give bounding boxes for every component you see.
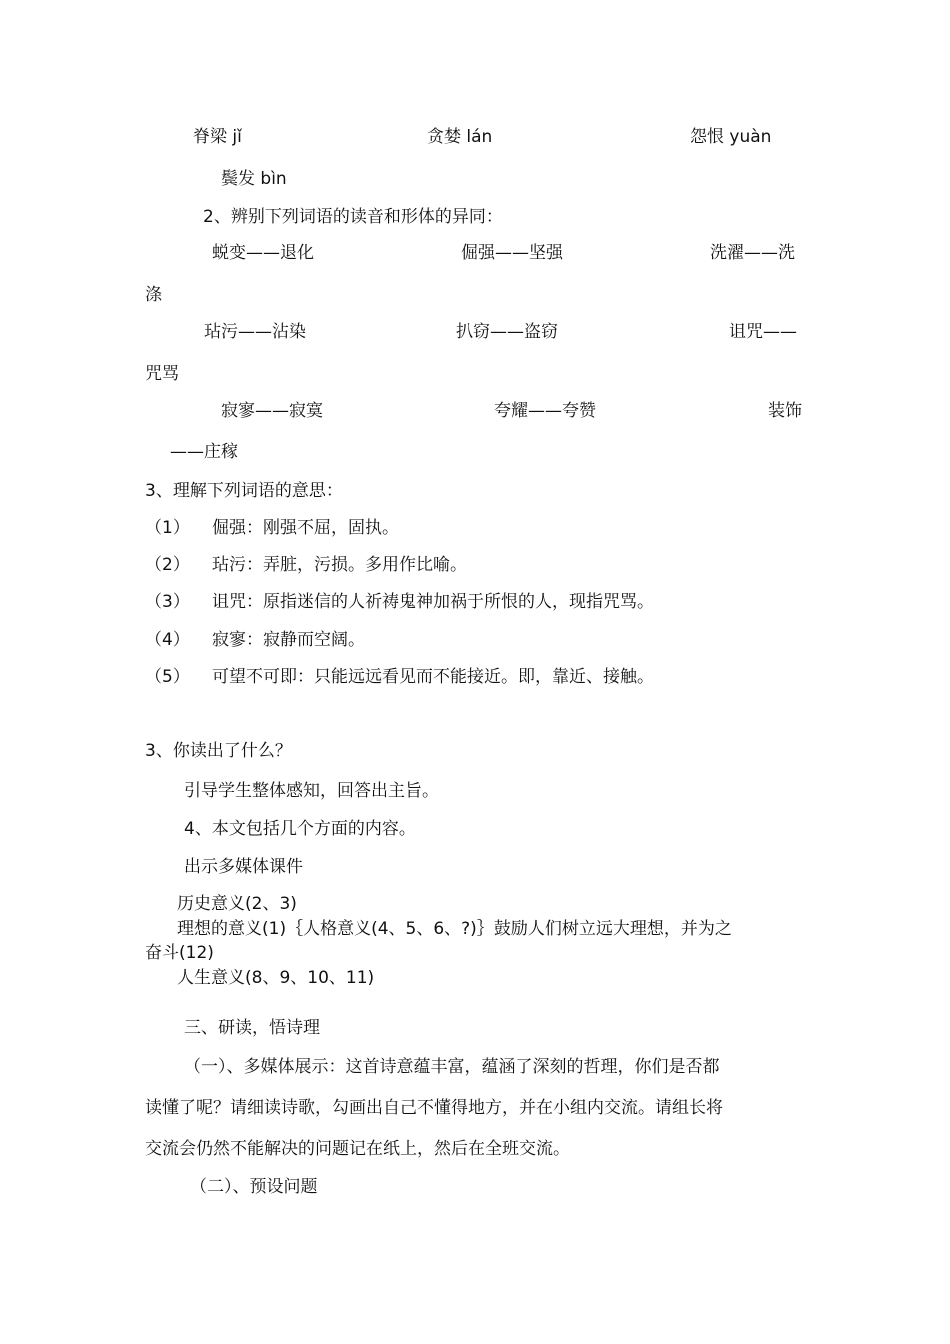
definition-number: （2） [145, 555, 190, 575]
pinyin-item-2: 贪婪 lán [427, 127, 493, 147]
paragraph-line: 读懂了呢？请细读诗歌，勾画出自己不懂得地方，并在小组内交流。请组长将 [145, 1098, 723, 1118]
paragraph-line: （二）、预设问题 [190, 1177, 318, 1197]
q3-heading: 3、理解下列词语的意思： [145, 481, 343, 501]
definition-number: （4） [145, 630, 190, 650]
word-pair: 寂寥——寂寞 [221, 401, 323, 421]
q2-heading: 2、辨别下列词语的读音和形体的异同： [203, 207, 503, 227]
word-pair-wrap: ——庄稼 [170, 442, 238, 462]
paragraph-line: 交流会仍然不能解决的问题记在纸上，然后在全班交流。 [145, 1139, 570, 1159]
meaning-life: 人生意义(8、9、10、11) [177, 968, 375, 988]
meaning-main: 理想的意义(1)｛人格意义(4、5、6、?)｝鼓励人们树立远大理想，并为之 [177, 919, 732, 939]
pinyin-item-1: 脊梁 jǐ [193, 127, 242, 147]
paragraph-line: （一）、多媒体展示：这首诗意蕴丰富，蕴涵了深刻的哲理，你们是否都 [184, 1057, 720, 1077]
definition-number: （3） [145, 592, 190, 612]
definition-text: 诅咒：原指迷信的人祈祷鬼神加祸于所恨的人，现指咒骂。 [212, 592, 654, 612]
pinyin-item-3: 怨恨 yuàn [690, 127, 772, 147]
word-pair-wrap: 涤 [145, 285, 162, 305]
word-pair: 洗濯——洗 [710, 243, 795, 263]
word-pair: 夸耀——夸赞 [494, 401, 596, 421]
word-pair: 诅咒—— [729, 322, 797, 342]
word-pair: 装饰 [768, 401, 802, 421]
word-pair: 倔强——坚强 [461, 243, 563, 263]
definition-text: 寂寥：寂静而空阔。 [212, 630, 365, 650]
meaning-history: 历史意义(2、3) [177, 894, 297, 914]
section-heading: 三、研读，悟诗理 [184, 1018, 320, 1038]
q4-heading: 4、本文包括几个方面的内容。 [184, 819, 416, 839]
definition-number: （5） [145, 667, 190, 687]
definition-text: 可望不可即：只能远远看见而不能接近。即，靠近、接触。 [212, 667, 654, 687]
word-pair: 玷污——沾染 [204, 322, 306, 342]
meaning-main-wrap: 奋斗(12) [145, 943, 214, 963]
word-pair: 蜕变——退化 [212, 243, 314, 263]
q3b-heading: 3、你读出了什么？ [145, 741, 292, 761]
definition-number: （1） [145, 518, 190, 538]
multimedia-note: 出示多媒体课件 [184, 857, 303, 877]
word-pair: 扒窃——盗窃 [456, 322, 558, 342]
definition-text: 玷污：弄脏，污损。多用作比喻。 [212, 555, 467, 575]
definition-text: 倔强：刚强不屈，固执。 [212, 518, 399, 538]
word-pair-wrap: 咒骂 [145, 364, 179, 384]
pinyin-item-4: 鬓发 bìn [221, 169, 287, 189]
guide-text: 引导学生整体感知，回答出主旨。 [184, 781, 439, 801]
